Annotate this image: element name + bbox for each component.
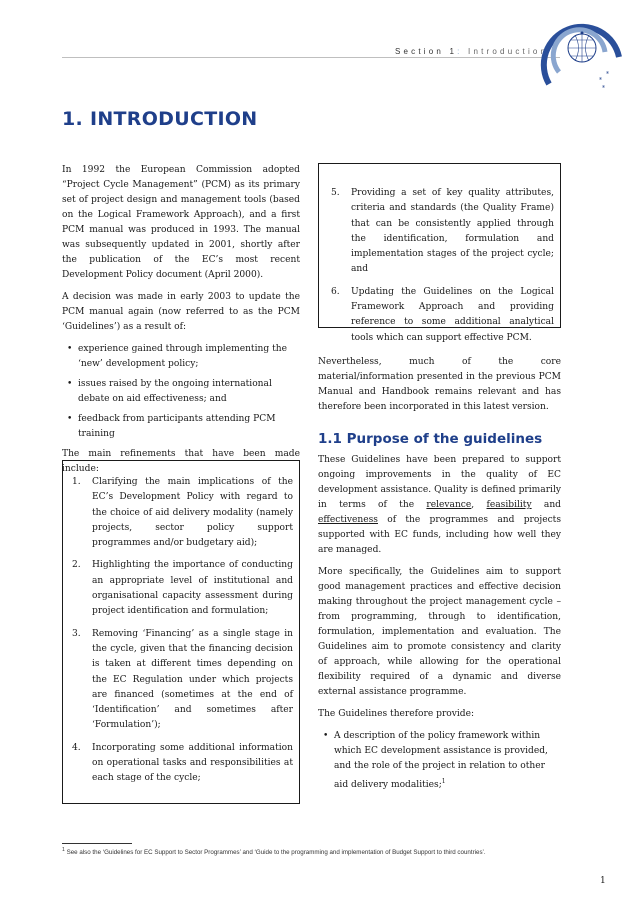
list-text: Clarifying the main implications of the EC’s Development Policy with regard to the choice of aid delivery modality (namely projects, sector policy support programmes and/or budgetary aid);	[92, 477, 293, 549]
list-text: Incorporating some additional information on operational tasks and responsibilities at each stage of the cycle;	[92, 742, 293, 784]
list-text: Removing ‘Financing’ as a single stage in the cycle, given that the financing decision is taken at different times depending on the EC Regulation under which projects are financed (sometimes at the end of ‘Identification’ and sometimes after ‘Formulation’);	[92, 628, 293, 731]
list-text: A description of the policy framework within which EC development assistance is provided, and the role of the project in relation to other aid delivery modalities;	[334, 731, 548, 791]
ec-globe-logo-icon	[519, 12, 629, 102]
refinements-box-left	[62, 460, 300, 804]
list-item: • issues raised by the ongoing international debate on aid effectiveness; and	[62, 377, 300, 407]
list-item	[72, 741, 293, 787]
footnote-ref: 1	[441, 778, 446, 785]
bullet-list	[62, 342, 300, 442]
paragraph: In 1992 the European Commission adopted “Project Cycle Management” (PCM) as its primary set of project design and management tools (based on the Logical Framework Approach), and a first PCM manual was produced in 1993. The manual was subsequently updated in 2001, shortly after the publication of the EC’s most recent Development Policy document (April 2000).	[62, 165, 300, 280]
list-item: • experience gained through implementing the ‘new’ development policy;	[62, 342, 300, 372]
bullet-list	[318, 729, 561, 793]
svg-text:*: *	[599, 77, 602, 84]
numbered-list	[331, 186, 554, 346]
list-item	[318, 729, 561, 793]
list-item	[72, 475, 293, 551]
list-text: Highlighting the importance of conducting an appropriate level of institutional and organisational capacity assessment during project identification and formulation;	[92, 560, 293, 617]
numbered-list	[72, 475, 293, 787]
list-item	[72, 627, 293, 734]
list-item: • feedback from participants attending PCM training	[62, 412, 300, 442]
list-text: Providing a set of key quality attributes, criteria and standards (the Quality Frame) that can be consistently applied through the identification, formulation and implementation stages of the project cycle; and	[351, 188, 554, 275]
list-number: 5.	[331, 188, 340, 198]
text-run: and	[531, 500, 561, 510]
paragraph: The main refinements that have been made include:	[62, 449, 300, 474]
feasibility-term: feasibility	[486, 500, 532, 510]
header-rule	[62, 57, 560, 58]
paragraph: More specifically, the Guidelines aim to support good management practices and effective decision making throughout the project management cycle – from programming, through to identification, formulation, implementation and evaluation. The Guidelines aim to promote consistency and clarity of approach, while allowing for the operational flexibility required of a dynamic and diverse external assistance programme.	[318, 567, 561, 697]
footnote	[62, 847, 582, 856]
paragraph: A decision was made in early 2003 to update the PCM manual again (now referred to as the PCM ‘Guidelines’) as a result of:	[62, 292, 300, 332]
text-run: ,	[471, 500, 487, 510]
refinements-box-right	[318, 163, 561, 343]
effectiveness-term: effectiveness	[318, 515, 378, 525]
list-number: 1.	[72, 477, 81, 487]
page-number: 1	[600, 876, 606, 886]
section-heading: 1.1 Purpose of the guidelines	[318, 431, 543, 447]
section-title: Introduction	[468, 47, 549, 56]
paragraph	[318, 453, 561, 558]
list-number: 3.	[72, 628, 81, 639]
list-number: 6.	[331, 286, 340, 297]
list-item	[331, 186, 554, 278]
text-run: These Guidelines have been prepared to support ongoing improvements in the quality of EC development assistance. Quality is defined primarily in terms of the	[318, 455, 561, 510]
svg-text:*: *	[606, 71, 609, 78]
list-item	[72, 558, 293, 619]
relevance-term: relevance	[426, 500, 472, 510]
svg-text:*: *	[602, 85, 605, 92]
footnote-mark: 1	[62, 847, 65, 853]
page-title: 1. INTRODUCTION	[62, 108, 258, 130]
text-run: of the programmes and projects supported with EC funds, including how well they are managed.	[318, 515, 561, 555]
left-column	[62, 163, 300, 484]
right-column	[318, 355, 561, 798]
paragraph: The Guidelines therefore provide:	[318, 709, 475, 719]
section-label: Section 1	[395, 47, 458, 56]
list-item	[331, 285, 554, 346]
footnote-text: See also the ‘Guidelines for EC Support to Sector Programmes’ and ‘Guide to the programming and implementation of Budget Support to third countries’.	[66, 849, 486, 857]
footnote-rule	[62, 843, 132, 844]
list-number: 4.	[72, 742, 81, 753]
list-number: 2.	[72, 560, 81, 571]
section-colon: :	[457, 47, 463, 56]
paragraph: Nevertheless, much of the core material/information presented in the previous PCM Manual and Handbook remains relevant and has therefore been incorporated in this latest version.	[318, 357, 561, 412]
list-text: Updating the Guidelines on the Logical Framework Approach and providing reference to some additional analytical tools which can support effective PCM.	[351, 286, 554, 343]
